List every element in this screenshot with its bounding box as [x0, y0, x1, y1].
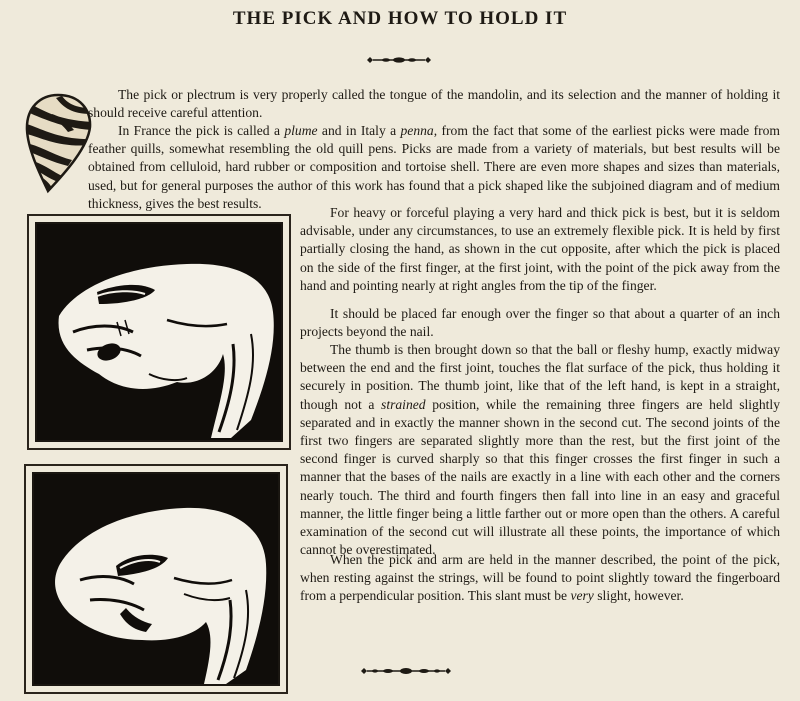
paragraph-5-part-b: position, while the remaining three fingers are held slightly separated and in exactly the manner shown in the second cut. The second joints of the first two fingers are separated slightly more than the rest, but the first joint of the second finger is curved sharply so that this finger crosses the first finger in such a manner that the bases of the nails are exactly in a line with each other and the corners nearly touch. The third and fourth fingers then fall into line in an easy and graceful manner, the little finger being a little farther out or more open than the others. A careful examination of the second cut will illustrate all these points, the importance of which cannot be overestimated. — [300, 396, 780, 558]
tortoise-shell-pick-icon — [22, 92, 94, 194]
hand-cut-1-icon — [37, 224, 281, 440]
word-very: very — [570, 588, 594, 604]
page-title: THE PICK AND HOW TO HOLD IT — [232, 8, 568, 29]
paragraph-4: It should be placed far enough over the finger so that about a quarter of an inch projects beyond the nail. — [300, 306, 780, 340]
figure-hand-holding-pick — [32, 472, 280, 686]
paragraph-2-part-a: In France the pick is called a — [118, 123, 285, 138]
paragraph-2-part-b: and in Italy a — [317, 123, 401, 138]
word-strained: strained — [381, 396, 426, 412]
paragraph-5 — [300, 341, 780, 559]
hand-cut-2-icon — [34, 474, 278, 684]
paragraph-2 — [88, 122, 780, 213]
word-plume: plume — [284, 123, 318, 138]
paragraph-3: For heavy or forceful playing a very hard and thick pick is best, but it is seldom advisable, under any circumstances, to use an extremely flexible pick. It is held by first partially closing the hand, as shown in the cut opposite, after which the pick is placed on the side of the first finger, at the first joint, with the point of the pick away from the hand and pointing nearly at right angles from the tip of the finger. — [300, 205, 780, 293]
paragraph-1: The pick or plectrum is very properly called the tongue of the mandolin, and its selection and the manner of holding it should receive careful attention. — [88, 87, 780, 121]
figure-partially-closed-hand — [35, 222, 283, 442]
paragraph-5-part-a: The thumb is then brought down so that the ball or fleshy hump, exactly midway between the end and the first joint, touches the flat surface of the pick, thus holding it securely in position. The thumb joint, like that of the left hand, is kept in a straight, though not a — [300, 342, 780, 412]
word-penna: penna — [400, 123, 434, 138]
paragraph-6-part-b: slight, however. — [593, 588, 684, 604]
bottom-ornament-icon — [358, 664, 454, 678]
top-ornament-icon — [364, 54, 434, 66]
paragraph-6 — [300, 551, 780, 606]
paragraph-2-part-c: , from the fact that some of the earliest picks were made from feather quills, somewhat resembling the old quill pens. Picks are made from a variety of materials, but best results will be obtained from celluloid, hard rubber or composition and tortoise shell. There are even more shapes and sizes than materials, used, but for general purposes the author of this work has found that a pick shaped like the subjoined diagram and of medium thickness, gives the best results. — [88, 123, 780, 211]
paragraph-6-part-a: When the pick and arm are held in the manner described, the point of the pick, when resting against the strings, will be found to point slightly toward the fingerboard from a perpendicular position. This slant must be — [300, 552, 780, 604]
